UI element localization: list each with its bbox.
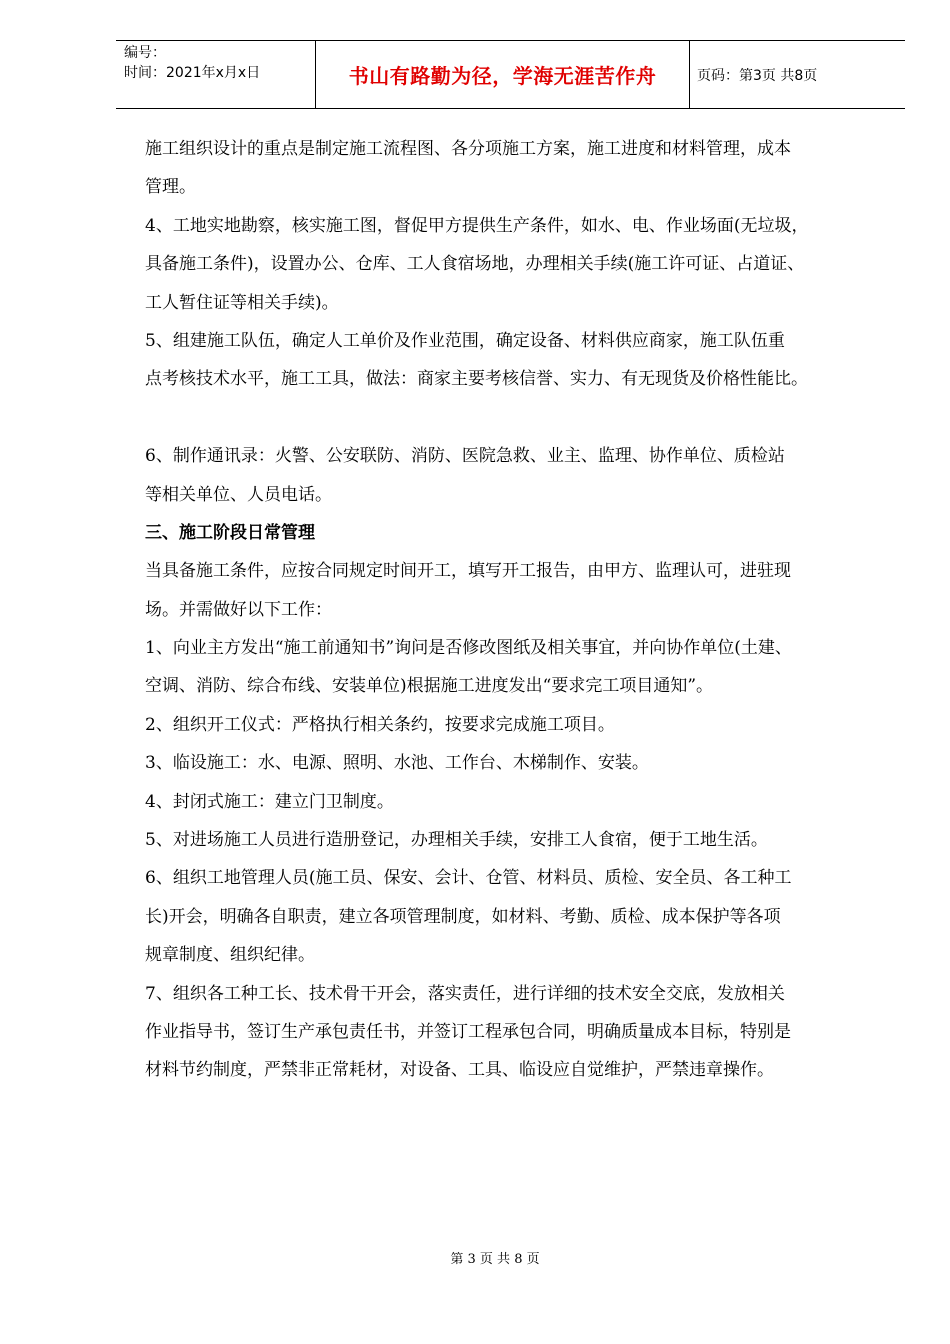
body-line: 当具备施工条件，应按合同规定时间开工，填写开工报告，由甲方、监理认可，进驻现 — [145, 561, 791, 582]
body-line: 场。并需做好以下工作： — [145, 599, 332, 620]
body-line: 4、工地实地勘察，核实施工图，督促甲方提供生产条件，如水、电、作业场面(无垃圾， — [145, 215, 809, 236]
body-line: 1、向业主方发出“施工前通知书”询问是否修改图纸及相关事宜，并向协作单位(土建、 — [145, 638, 792, 659]
body-line: 3、临设施工：水、电源、照明、水池、工作台、木梯制作、安装。 — [145, 753, 649, 774]
document-body — [145, 130, 890, 1090]
page-header — [116, 40, 905, 109]
body-line: 等相关单位、人员电话。 — [145, 484, 332, 505]
page-footer: 第 3 页 共 8 页 — [450, 1252, 540, 1267]
blank-line — [145, 399, 890, 437]
body-line: 施工组织设计的重点是制定施工流程图、各分项施工方案，施工进度和材料管理，成本 — [145, 139, 791, 159]
body-line: 6、制作通讯录：火警、公安联防、消防、医院急救、业主、监理、协作单位、质检站 — [145, 446, 785, 467]
motto-text: 书山有路勤为径，学海无涯苦作舟 — [316, 41, 690, 108]
body-line: 管理。 — [145, 177, 196, 198]
section-heading: 三、施工阶段日常管理 — [145, 522, 315, 543]
body-line: 具备施工条件)，设置办公、仓库、工人食宿场地，办理相关手续(施工许可证、占道证、 — [145, 254, 805, 275]
serial-number-label: 编号： — [124, 45, 166, 61]
header-meta — [116, 41, 316, 108]
body-line: 6、组织工地管理人员(施工员、保安、会计、仓管、材料员、质检、安全员、各工种工 — [145, 868, 792, 889]
body-line: 点考核技术水平，施工工具，做法：商家主要考核信誉、实力、有无现货及价格性能比。 — [145, 369, 808, 390]
body-line: 7、组织各工种工长、技术骨干开会，落实责任，进行详细的技术安全交底，发放相关 — [145, 983, 785, 1004]
body-line: 5、组建施工队伍，确定人工单价及作业范围，确定设备、材料供应商家，施工队伍重 — [145, 330, 785, 351]
body-line: 长)开会，明确各自职责，建立各项管理制度，如材料、考勤、质检、成本保护等各项 — [145, 906, 781, 927]
header-page-info: 页码：第3页 共8页 — [697, 67, 818, 84]
body-line: 材料节约制度，严禁非正常耗材，对设备、工具、临设应自觉维护，严禁违章操作。 — [145, 1060, 774, 1081]
body-line: 5、对进场施工人员进行造册登记，办理相关手续，安排工人食宿，便于工地生活。 — [145, 830, 768, 851]
body-line: 工人暂住证等相关手续)。 — [145, 292, 339, 313]
body-line: 规章制度、组织纪律。 — [145, 945, 315, 966]
body-line: 空调、消防、综合布线、安装单位)根据施工进度发出“要求完工项目通知”。 — [145, 676, 714, 697]
body-line: 4、封闭式施工：建立门卫制度。 — [145, 791, 394, 812]
date-label: 时间：2021年x月x日 — [124, 65, 261, 81]
body-line: 2、组织开工仪式：严格执行相关条约，按要求完成施工项目。 — [145, 714, 615, 735]
body-line: 作业指导书，签订生产承包责任书，并签订工程承包合同，明确质量成本目标，特别是 — [145, 1021, 791, 1042]
